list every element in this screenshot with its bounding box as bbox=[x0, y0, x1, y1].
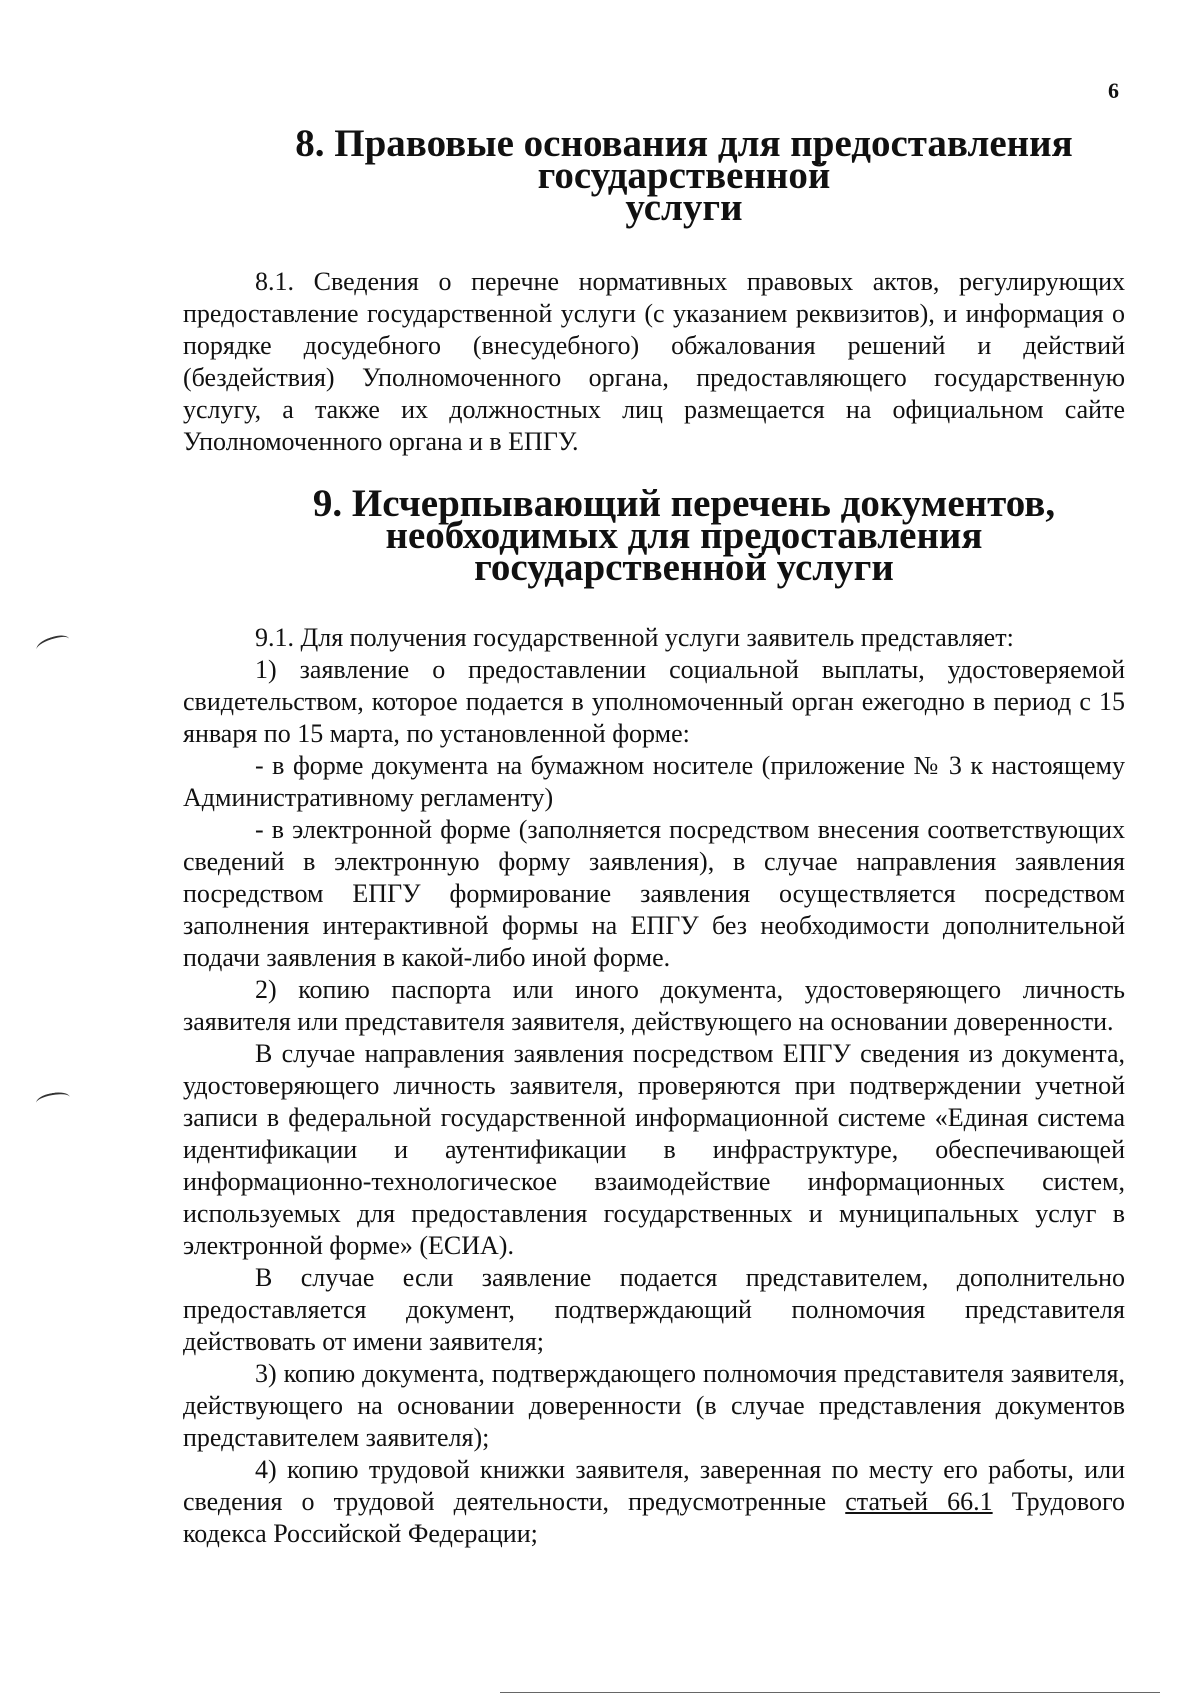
list-subitem-paper-form: - в форме документа на бумажном носителе (приложение № 3 к настоящему Административному регламенту) bbox=[183, 751, 1125, 812]
document-body bbox=[183, 122, 1125, 1550]
section-9-heading-line-2: необходимых для предоставления государственной услуги bbox=[385, 514, 983, 589]
paragraph-representative-document: В случае если заявление подается представителем, дополнительно предоставляется документ, подтверждающий полномочия представителя действовать от имени заявителя; bbox=[183, 1263, 1125, 1356]
page-number: 6 bbox=[1108, 78, 1119, 103]
list-subitem-electronic-form: - в электронной форме (заполняется посредством внесения соответствующих сведений в электронную форму заявления), в случае направления заявления посредством ЕПГУ формирование заявления осуществляется посредством заполнения интерактивной формы на ЕПГУ без необходимости дополнительной подачи заявления в какой-либо иной форме. bbox=[183, 815, 1125, 972]
list-item-4-text-start: 4) копию трудовой книжки заявителя, заверенная по месту его работы, или сведения о трудовой деятельности, предусмотренные bbox=[183, 1455, 1125, 1516]
paragraph-epgu-identity-check: В случае направления заявления посредством ЕПГУ сведения из документа, удостоверяющего личность заявителя, проверяются при подтверждении учетной записи в федеральной государственной информационной системе «Единая система идентификации и аутентификации в инфраструктуре, обеспечивающей информационно-технологическое взаимодействие информационных систем, используемых для предоставления государственных и муниципальных услуг в электронной форме» (ЕСИА). bbox=[183, 1039, 1125, 1260]
list-item-2-passport-copy: 2) копию паспорта или иного документа, удостоверяющего личность заявителя или представителя заявителя, действующего на основании доверенности. bbox=[183, 975, 1125, 1036]
section-8-heading bbox=[183, 122, 1125, 229]
section-9-heading bbox=[183, 482, 1125, 589]
section-8-heading-line-2: услуги bbox=[625, 186, 743, 229]
scan-artifact-mark bbox=[35, 1090, 71, 1110]
list-item-3-authority-document: 3) копию документа, подтверждающего полномочия представителя заявителя, действующего на основании доверенности (в случае представления документов представителем заявителя); bbox=[183, 1359, 1125, 1452]
labor-code-article-link[interactable]: статьей 66.1 bbox=[845, 1487, 993, 1516]
list-item-1-application: 1) заявление о предоставлении социальной выплаты, удостоверяемой свидетельством, которое подается в уполномоченный орган ежегодно в период с 15 января по 15 марта, по установленной форме: bbox=[183, 655, 1125, 748]
list-item-4-employment-record bbox=[183, 1454, 1125, 1550]
paragraph-9-1: 9.1. Для получения государственной услуги заявитель представляет: bbox=[255, 623, 1014, 652]
section-9-heading-line-1: 9. Исчерпывающий перечень документов, bbox=[312, 482, 1056, 525]
scan-artifact-mark bbox=[35, 632, 72, 656]
bottom-divider bbox=[500, 1692, 1160, 1693]
section-8-heading-line-1: 8. Правовые основания для предоставления государственной bbox=[295, 122, 1073, 197]
list-item-4-text-end: Трудового кодекса Российской Федерации; bbox=[183, 1487, 1125, 1548]
paragraph-8-1: 8.1. Сведения о перечне нормативных правовых актов, регулирующих предоставление государственной услуги (с указанием реквизитов), и информация о порядке досудебного (внесудебного) обжалования решений и действий (бездействия) Уполномоченного органа, предоставляющего государственную услугу, а также их должностных лиц размещается на официальном сайте Уполномоченного органа и в ЕПГУ. bbox=[183, 267, 1125, 456]
